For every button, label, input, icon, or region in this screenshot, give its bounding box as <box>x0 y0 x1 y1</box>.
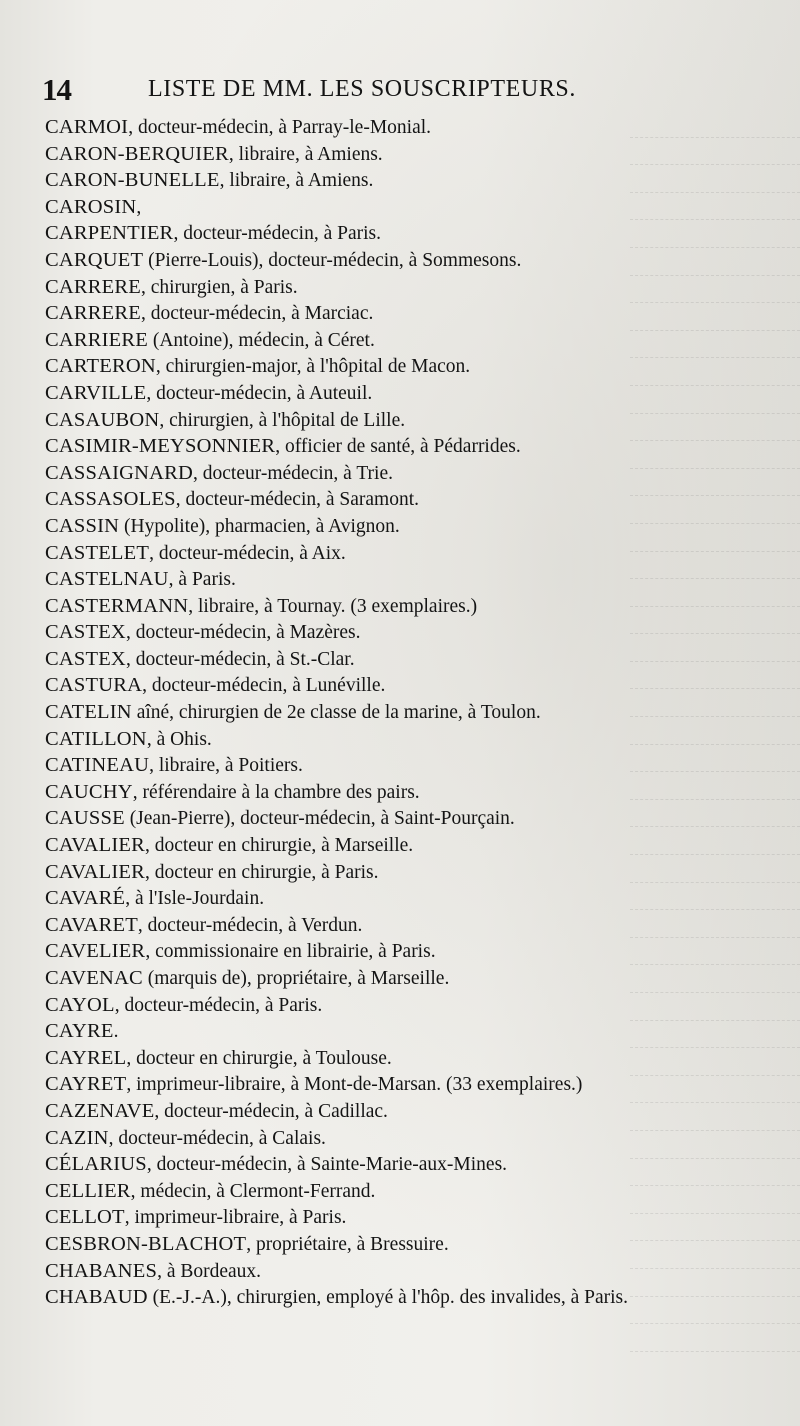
subscriber-entry <box>45 619 785 646</box>
subscriber-name: CASSAIGNARD <box>45 461 194 484</box>
subscriber-name: CASTELNAU <box>45 568 169 591</box>
subscriber-details: , officier de santé, à Pédarrides. <box>275 436 521 458</box>
subscriber-entry <box>45 194 785 221</box>
subscriber-name: CARMOI <box>45 116 129 138</box>
subscriber-name: CAVARET <box>45 913 138 936</box>
subscriber-details: , <box>136 196 142 218</box>
subscriber-name: CARRERE <box>45 275 141 298</box>
subscriber-name: CASTURA <box>45 674 143 697</box>
subscriber-entry <box>45 141 785 168</box>
subscriber-details: , libraire, à Tournay. (3 exemplaires.) <box>188 595 478 617</box>
subscriber-entry <box>45 1071 785 1098</box>
subscriber-entry <box>45 1258 785 1285</box>
subscriber-name: CAYRE <box>45 1020 114 1043</box>
subscriber-entry <box>45 114 785 141</box>
subscriber-entry <box>45 726 785 753</box>
subscriber-entry <box>45 1231 785 1258</box>
subscriber-details: , docteur en chirurgie, à Toulouse. <box>126 1047 392 1069</box>
subscriber-entry <box>45 327 785 354</box>
subscriber-name: CAVELIER <box>45 940 146 963</box>
subscriber-details: , médecin, à Clermont-Ferrand. <box>130 1180 376 1202</box>
subscriber-details: (Jean-Pierre), docteur-médecin, à Saint-Pourçain. <box>124 808 515 830</box>
subscriber-name: CATINEAU <box>45 754 150 777</box>
subscriber-name: CELLOT <box>45 1206 125 1229</box>
subscriber-name: CARON-BUNELLE <box>45 169 220 192</box>
subscriber-name: CAUCHY <box>45 780 133 803</box>
subscriber-details: , docteur-médecin, à Calais. <box>108 1127 326 1149</box>
subscriber-name: CATELIN <box>45 701 132 724</box>
subscriber-entry <box>45 247 785 274</box>
subscriber-details: , docteur-médecin, à Trie. <box>193 462 393 484</box>
subscriber-name: CAVARÉ <box>45 887 126 910</box>
subscriber-entry <box>45 912 785 939</box>
subscriber-details: , docteur en chirurgie, à Marseille. <box>144 835 414 857</box>
subscriber-entry <box>45 885 785 912</box>
subscriber-name: CASTEX <box>45 647 126 670</box>
subscriber-name: CASSASOLES <box>45 488 176 511</box>
subscriber-name: CARON-BERQUIER <box>45 142 229 165</box>
subscriber-name: CASAUBON <box>45 408 160 431</box>
subscriber-details: . <box>113 1021 119 1043</box>
subscriber-name: CAZENAVE <box>45 1099 155 1122</box>
subscriber-details: , à Bordeaux. <box>157 1260 262 1282</box>
subscriber-entry <box>45 699 785 726</box>
subscriber-details: , chirurgien, à l'hôpital de Lille. <box>159 409 406 431</box>
subscriber-details: , à Paris. <box>168 569 236 591</box>
subscriber-name: CAYRET <box>45 1073 127 1096</box>
subscriber-details: , docteur-médecin, à Parray-le-Monial. <box>128 117 432 138</box>
subscriber-entry <box>45 1098 785 1125</box>
subscriber-name: CASTELET <box>45 541 150 564</box>
subscriber-entry <box>45 380 785 407</box>
running-title: LISTE DE MM. LES SOUSCRIPTEURS. <box>148 76 576 102</box>
page-header <box>42 72 762 112</box>
subscriber-details: , chirurgien, à Paris. <box>140 276 298 298</box>
subscriber-entry <box>45 566 785 593</box>
subscriber-name: CAVENAC <box>45 967 143 989</box>
subscriber-name: CAUSSE <box>45 807 125 830</box>
subscriber-name: CARVILLE <box>45 381 147 404</box>
subscriber-name: CHABAUD <box>45 1286 148 1309</box>
subscriber-details: , docteur-médecin, à Aix. <box>149 542 346 564</box>
bleed-line <box>630 1324 800 1352</box>
subscriber-entry <box>45 593 785 620</box>
subscriber-entry <box>45 832 785 859</box>
page-number: 14 <box>42 72 71 107</box>
subscriber-name: CHABANES <box>45 1259 158 1282</box>
subscriber-details: , docteur-médecin, à Sainte-Marie-aux-Mines. <box>146 1154 508 1176</box>
subscriber-details: (marquis de), propriétaire, à Marseille. <box>142 968 450 989</box>
subscriber-details: (Pierre-Louis), docteur-médecin, à Sommesons. <box>143 249 522 271</box>
subscriber-details: , docteur-médecin, à Mazères. <box>125 622 361 644</box>
subscriber-details: , docteur-médecin, à Paris. <box>173 223 381 245</box>
subscriber-entry <box>45 407 785 434</box>
subscriber-details: , docteur-médecin, à Lunéville. <box>142 675 386 697</box>
subscriber-details: (Hypolite), pharmacien, à Avignon. <box>119 515 400 537</box>
subscriber-entry <box>45 1151 785 1178</box>
subscriber-name: CELLIER <box>45 1179 131 1202</box>
subscriber-name: CASTEX <box>45 621 126 644</box>
subscriber-entry <box>45 805 785 832</box>
subscriber-name: CAYREL <box>45 1046 127 1069</box>
subscriber-list <box>45 114 785 1311</box>
subscriber-name: CARRERE <box>45 302 141 325</box>
subscriber-entry <box>45 460 785 487</box>
subscriber-name: CÉLARIUS <box>45 1153 147 1176</box>
subscriber-name: CASTERMANN <box>45 594 189 617</box>
subscriber-details: , commissionaire en librairie, à Paris. <box>145 941 436 963</box>
subscriber-name: CAYOL <box>45 993 115 1016</box>
subscriber-entry <box>45 1018 785 1045</box>
subscriber-name: CARPENTIER <box>45 222 174 245</box>
subscriber-details: , docteur-médecin, à Marciac. <box>140 303 374 325</box>
bleed-line <box>630 1352 800 1360</box>
subscriber-entry <box>45 300 785 327</box>
subscriber-name: CASSIN <box>45 514 120 537</box>
subscriber-name: CAVALIER <box>45 834 145 857</box>
subscriber-entry <box>45 965 785 992</box>
subscriber-entry <box>45 646 785 673</box>
subscriber-entry <box>45 540 785 567</box>
subscriber-details: , référendaire à la chambre des pairs. <box>132 781 420 803</box>
subscriber-entry <box>45 167 785 194</box>
subscriber-details: , docteur-médecin, à Cadillac. <box>154 1100 388 1122</box>
subscriber-details: , imprimeur-libraire, à Paris. <box>124 1207 347 1229</box>
subscriber-entry <box>45 752 785 779</box>
subscriber-name: CARQUET <box>45 248 144 271</box>
subscriber-details: (Antoine), médecin, à Céret. <box>147 329 375 351</box>
subscriber-details: , imprimeur-libraire, à Mont-de-Marsan. (33 exemplaires.) <box>126 1074 583 1096</box>
subscriber-details: , à Ohis. <box>146 728 212 750</box>
subscriber-name: CATILLON <box>45 727 147 750</box>
subscriber-entry <box>45 274 785 301</box>
subscriber-entry <box>45 1284 785 1311</box>
subscriber-entry <box>45 486 785 513</box>
subscriber-name: CASIMIR-MEYSONNIER <box>45 435 276 458</box>
subscriber-details: , chirurgien-major, à l'hôpital de Macon. <box>155 356 471 378</box>
subscriber-entry <box>45 433 785 460</box>
subscriber-entry <box>45 220 785 247</box>
subscriber-entry <box>45 938 785 965</box>
subscriber-entry <box>45 1178 785 1205</box>
subscriber-name: CARTERON <box>45 355 156 378</box>
subscriber-name: CESBRON-BLACHOT <box>45 1232 247 1255</box>
subscriber-name: CAROSIN <box>45 195 137 218</box>
subscriber-entry <box>45 859 785 886</box>
subscriber-entry <box>45 672 785 699</box>
subscriber-details: , docteur-médecin, à Auteuil. <box>146 382 373 404</box>
subscriber-details: , docteur-médecin, à Saramont. <box>175 489 420 511</box>
subscriber-details: , docteur-médecin, à Paris. <box>114 994 323 1016</box>
subscriber-name: CAVALIER <box>45 860 145 883</box>
subscriber-details: , libraire, à Amiens. <box>219 170 374 192</box>
subscriber-details: , à l'Isle-Jourdain. <box>125 888 265 910</box>
subscriber-entry <box>45 779 785 806</box>
subscriber-entry <box>45 992 785 1019</box>
subscriber-entry <box>45 1125 785 1152</box>
subscriber-name: CAZIN <box>45 1126 109 1149</box>
subscriber-entry <box>45 1045 785 1072</box>
subscriber-details: aîné, chirurgien de 2e classe de la marine, à Toulon. <box>131 702 541 724</box>
subscriber-details: , docteur-médecin, à St.-Clar. <box>125 648 355 670</box>
subscriber-entry <box>45 1204 785 1231</box>
subscriber-details: (E.-J.-A.), chirurgien, employé à l'hôp. des invalides, à Paris. <box>147 1287 629 1309</box>
subscriber-details: , libraire, à Poitiers. <box>149 755 303 777</box>
subscriber-name: CARRIERE <box>45 328 148 351</box>
subscriber-details: , docteur-médecin, à Verdun. <box>137 914 363 936</box>
subscriber-entry <box>45 353 785 380</box>
subscriber-details: , docteur en chirurgie, à Paris. <box>144 861 379 883</box>
subscriber-entry <box>45 513 785 540</box>
subscriber-details: , libraire, à Amiens. <box>228 143 383 165</box>
subscriber-details: , propriétaire, à Bressuire. <box>246 1233 449 1255</box>
